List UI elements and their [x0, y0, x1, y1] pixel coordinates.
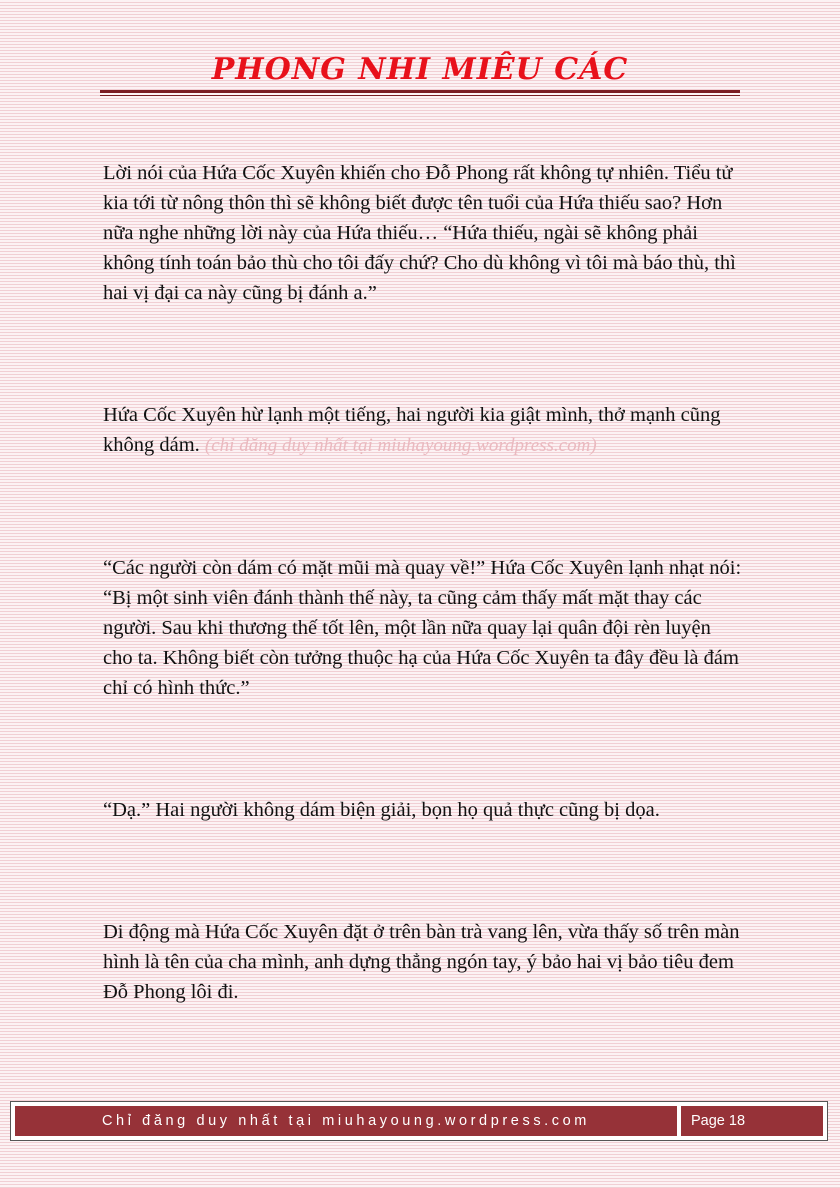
- header-rule-thin: [100, 95, 740, 96]
- footer-page-number: Page 18: [681, 1106, 823, 1136]
- paragraph-3: “Các người còn dám có mặt mũi mà quay về!” Hứa Cốc Xuyên lạnh nhạt nói: “Bị một sinh viên đánh thành thế này, ta cũng cảm thấy mất mặt thay các người. Sau khi thương thế tốt lên, một lần nữa quay lại quân đội rèn luyện cho ta. Không biết còn tưởng thuộc hạ của Hứa Cốc Xuyên ta đây đều là đám chỉ có hình thức.”: [103, 557, 742, 699]
- paragraph-4: “Dạ.” Hai người không dám biện giải, bọn họ quả thực cũng bị dọa.: [103, 799, 660, 821]
- header-rule-thick: [100, 90, 740, 93]
- page-content: [103, 158, 743, 1007]
- page-header: [100, 50, 740, 96]
- paragraph-2-text: Hứa Cốc Xuyên hừ lạnh một tiếng, hai người kia giật mình, thở mạnh cũng không dám.: [103, 404, 721, 456]
- footer-site-text: Chỉ đăng duy nhất tại miuhayoung.wordpress.com: [15, 1106, 677, 1136]
- paragraph-5: Di động mà Hứa Cốc Xuyên đặt ở trên bàn trà vang lên, vừa thấy số trên màn hình là tên của cha mình, anh dựng thẳng ngón tay, ý bảo hai vị bảo tiêu đem Đỗ Phong lôi đi.: [103, 921, 740, 1003]
- page-footer: [10, 1101, 828, 1141]
- paragraph-2: [103, 400, 743, 461]
- watermark-text: (chỉ đăng duy nhất tại miuhayoung.wordpress.com): [204, 435, 597, 456]
- page-title: PHONG NHI MIÊU CÁC: [211, 52, 629, 87]
- paragraph-1: Lời nói của Hứa Cốc Xuyên khiến cho Đỗ Phong rất không tự nhiên. Tiểu tử kia tới từ nông thôn thì sẽ không biết được tên tuổi của Hứa thiếu sao? Hơn nữa nghe những lời này của Hứa thiếu… “Hứa thiếu, ngài sẽ không phải không tính toán bảo thù cho tôi đấy chứ? Cho dù không vì tôi mà báo thù, thì hai vị đại ca này cũng bị đánh a.”: [103, 162, 736, 304]
